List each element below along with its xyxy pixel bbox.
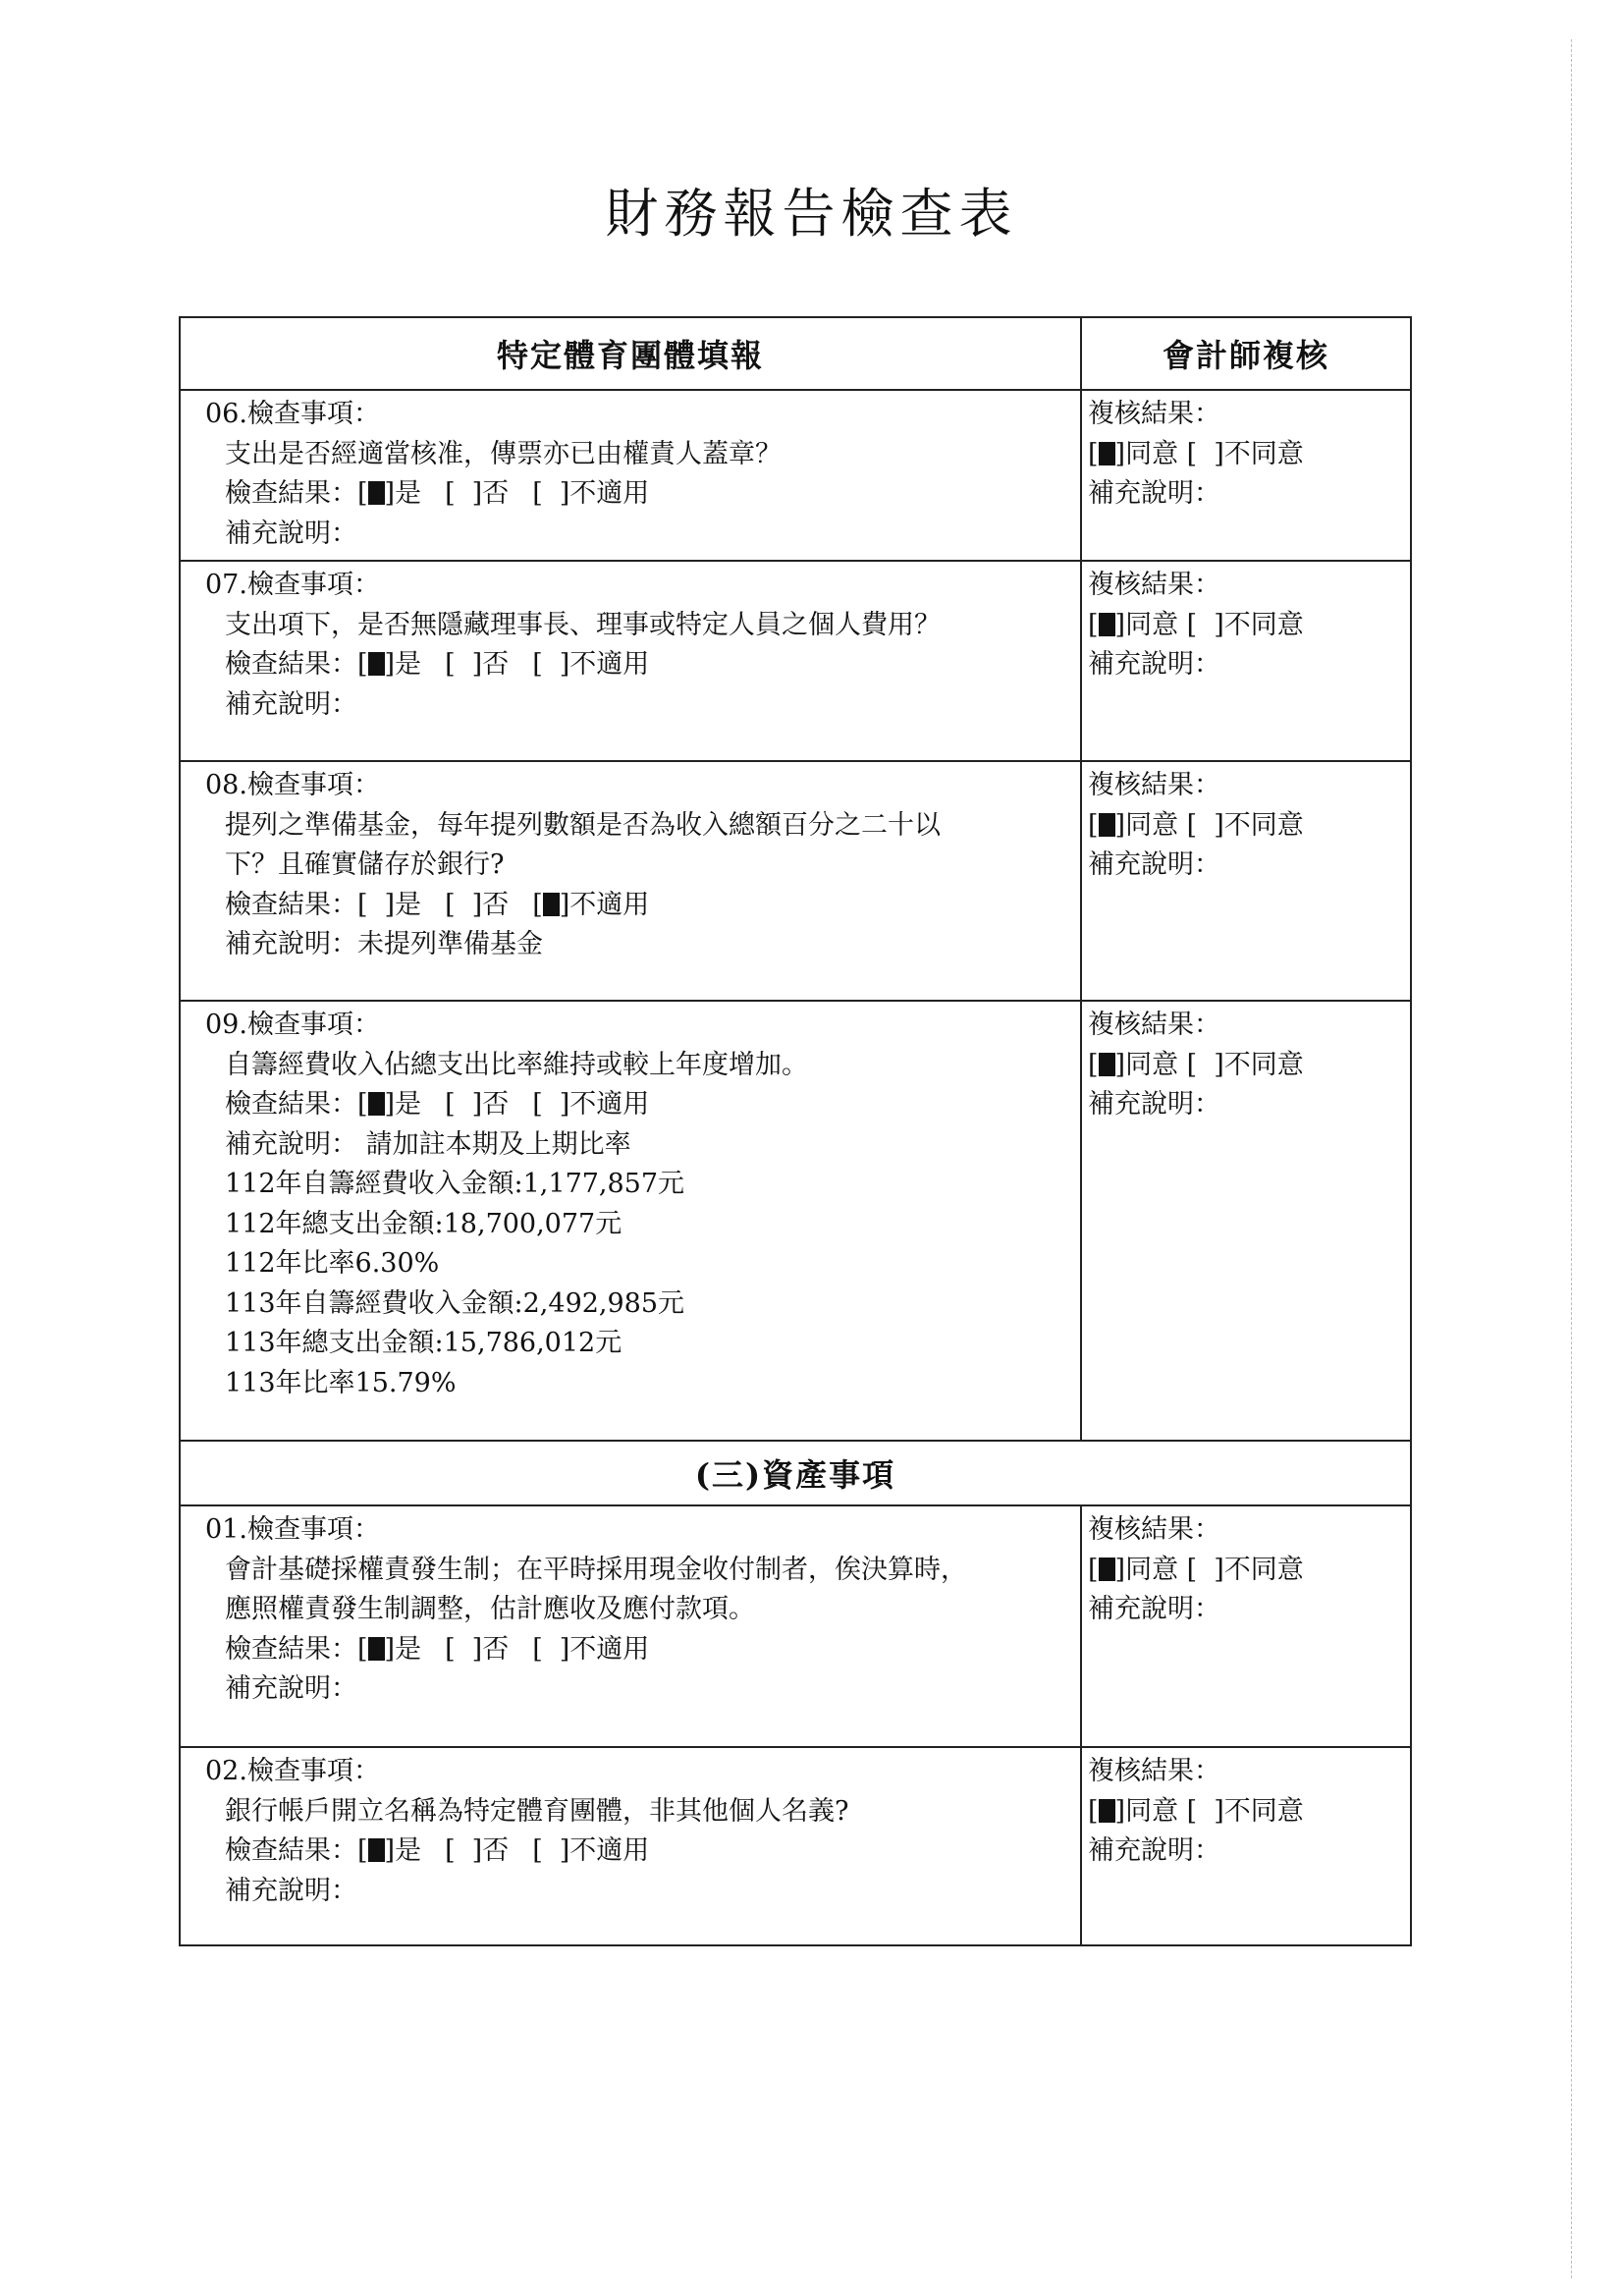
review-result-label: 複核結果： [1088,1756,1220,1786]
review-result-label: 複核結果： [1088,770,1220,800]
item-cell [180,761,1081,1001]
review-result-label: 複核結果： [1088,399,1220,429]
table-row [180,390,1411,561]
note-extra-line: 113年總支出金額:15,786,012元 [225,1328,622,1358]
checkbox-yes-checked[interactable] [368,481,385,505]
checkbox-na[interactable] [543,481,560,505]
checkbox-yes-checked[interactable] [368,652,385,676]
checklist-table [179,316,1412,1946]
section-row [180,1441,1411,1505]
review-note-label: 補充說明： [1088,649,1220,680]
table-row [180,761,1411,1001]
table-row [180,1505,1411,1747]
checkbox-yes[interactable] [368,893,385,916]
item-cell [180,1001,1081,1441]
checkbox-no[interactable] [456,893,472,916]
section-title: (三)資產事項 [180,1441,1411,1505]
item-label: 檢查事項： [246,1514,380,1545]
review-cell: 複核結果： [ ]同意 [ ]不同意 補充說明： [1081,1505,1411,1747]
checkbox-yes-checked[interactable] [368,1092,385,1116]
checkbox-agree-checked[interactable] [1099,1799,1115,1823]
checkbox-agree-checked[interactable] [1099,442,1115,465]
note-extra-line: 113年比率15.79% [225,1367,457,1398]
note-text: 請加註本期及上期比率 [357,1128,631,1160]
table-row [180,561,1411,761]
checkbox-disagree[interactable] [1197,1799,1214,1823]
item-label: 檢查事項： [246,770,380,800]
item-number: 09. [205,1010,247,1040]
item-label: 檢查事項： [246,1010,380,1040]
checkbox-na[interactable] [543,1637,560,1661]
scan-edge-line [1571,39,1573,2278]
review-note-label: 補充說明： [1088,1835,1220,1866]
item-text: 提列之準備基金，每年提列數額是否為收入總額百分之二十以 [225,809,941,841]
checkbox-na[interactable] [543,1838,560,1862]
review-cell: 複核結果： [ ]同意 [ ]不同意 補充說明： [1081,561,1411,761]
review-note-label: 補充說明： [1088,478,1220,509]
item-label: 檢查事項： [246,399,380,429]
note-label: 補充說明： [225,518,357,549]
checkbox-disagree[interactable] [1197,1558,1214,1581]
note-label: 補充說明： [225,1875,357,1906]
checkbox-no[interactable] [456,652,472,676]
review-note-label: 補充說明： [1088,1594,1220,1624]
checkbox-agree-checked[interactable] [1099,1558,1115,1581]
item-text: 下？且確實儲存於銀行? [225,849,505,880]
item-number: 08. [205,770,247,800]
header-right: 會計師複核 [1081,317,1411,390]
checkbox-agree-checked[interactable] [1099,613,1115,636]
note-label: 補充說明： [225,688,357,720]
item-text: 支出項下，是否無隱藏理事長、理事或特定人員之個人費用？ [225,609,941,640]
table-header-row [180,317,1411,390]
table-row [180,1001,1411,1441]
item-label: 檢查事項： [246,570,380,600]
checkbox-no[interactable] [456,1838,472,1862]
checkbox-agree-checked[interactable] [1099,1053,1115,1076]
check-result: 檢查結果：[ ]是 [ ]否 [ ]不適用 [225,1633,650,1665]
item-text: 會計基礎採權責發生制；在平時採用現金收付制者，俟決算時， [225,1554,967,1585]
item-text: 自籌經費收入佔總支出比率維持或較上年度增加。 [225,1049,808,1080]
item-text: 銀行帳戶開立名稱為特定體育團體，非其他個人名義? [225,1795,849,1827]
note-label: 補充說明： [225,1128,357,1160]
table-row [180,1747,1411,1945]
check-result: 檢查結果：[ ]是 [ ]否 [ ]不適用 [225,478,650,509]
review-note-label: 補充說明： [1088,1089,1220,1120]
note-label: 補充說明： [225,929,357,959]
checkbox-agree-checked[interactable] [1099,813,1115,837]
note-extra-line: 112年比率6.30% [225,1248,440,1279]
item-text: 應照權責發生制調整，估計應收及應付款項。 [225,1594,755,1624]
item-text: 支出是否經適當核准，傳票亦已由權責人蓋章？ [225,438,782,469]
check-result: 檢查結果：[ ]是 [ ]否 [ ]不適用 [225,1089,650,1120]
review-cell: 複核結果： [ ]同意 [ ]不同意 補充說明： [1081,390,1411,561]
item-number: 07. [205,570,247,600]
checkbox-no[interactable] [456,481,472,505]
check-result: 檢查結果：[ ]是 [ ]否 [ ]不適用 [225,889,650,920]
item-cell [180,390,1081,561]
checkbox-no[interactable] [456,1092,472,1116]
checkbox-na-checked[interactable] [543,893,560,916]
review-result-label: 複核結果： [1088,1514,1220,1545]
checkbox-yes-checked[interactable] [368,1637,385,1661]
checkbox-disagree[interactable] [1197,613,1214,636]
item-cell [180,1747,1081,1945]
item-number: 06. [205,399,247,429]
review-result-label: 複核結果： [1088,570,1220,600]
note-extra-line: 112年自籌經費收入金額:1,177,857元 [225,1169,685,1199]
checkbox-yes-checked[interactable] [368,1838,385,1862]
note-text: 未提列準備基金 [357,929,543,959]
review-note-label: 補充說明： [1088,849,1220,880]
checkbox-disagree[interactable] [1197,1053,1214,1076]
checkbox-disagree[interactable] [1197,442,1214,465]
item-cell [180,1505,1081,1747]
checkbox-na[interactable] [543,652,560,676]
note-extra-line: 112年總支出金額:18,700,077元 [225,1208,622,1239]
item-number: 02. [205,1756,247,1786]
check-result: 檢查結果：[ ]是 [ ]否 [ ]不適用 [225,1835,650,1866]
page-title: 財務報告檢查表 [605,183,1018,245]
item-number: 01. [205,1514,247,1545]
check-result: 檢查結果：[ ]是 [ ]否 [ ]不適用 [225,649,650,680]
review-cell: 複核結果： [ ]同意 [ ]不同意 補充說明： [1081,1747,1411,1945]
checkbox-na[interactable] [543,1092,560,1116]
review-cell: 複核結果： [ ]同意 [ ]不同意 補充說明： [1081,1001,1411,1441]
item-label: 檢查事項： [246,1756,380,1786]
review-result-label: 複核結果： [1088,1010,1220,1040]
note-label: 補充說明： [225,1673,357,1704]
checkbox-disagree[interactable] [1197,813,1214,837]
review-cell: 複核結果： [ ]同意 [ ]不同意 補充說明： [1081,761,1411,1001]
item-cell [180,561,1081,761]
header-left: 特定體育團體填報 [180,317,1081,390]
note-extra-line: 113年自籌經費收入金額:2,492,985元 [225,1287,685,1319]
checkbox-no[interactable] [456,1637,472,1661]
